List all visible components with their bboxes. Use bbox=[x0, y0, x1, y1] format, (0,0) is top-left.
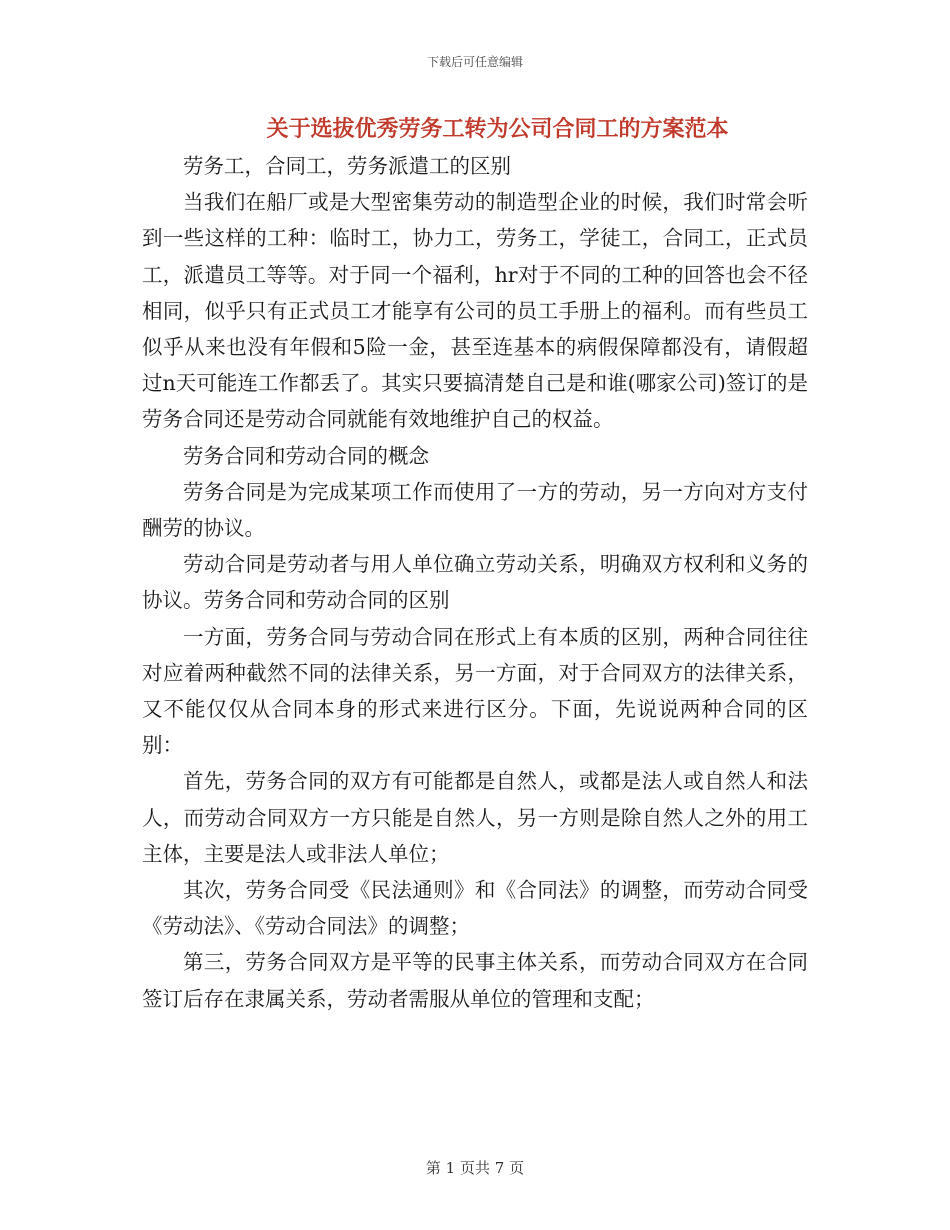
paragraph-9: 第三，劳务合同双方是平等的民事主体关系，而劳动合同双方在合同签订后存在隶属关系，劳动者需服从单位的管理和支配； bbox=[142, 950, 808, 1011]
document-body bbox=[142, 148, 808, 1017]
document-title: 关于选拔优秀劳务工转为公司合同工的方案范本 bbox=[266, 116, 729, 142]
paragraph-7: 首先，劳务合同的双方有可能都是自然人，或都是法人或自然人和法人，而劳动合同双方一方只能是自然人，另一方则是除自然人之外的用工主体，主要是法人或非法人单位； bbox=[142, 769, 808, 866]
paragraph-1: 劳务工，合同工，劳务派遣工的区别 bbox=[183, 154, 511, 178]
page-header-note: 下载后可任意编辑 bbox=[426, 55, 523, 69]
paragraph-5: 劳动合同是劳动者与用人单位确立劳动关系，明确双方权利和义务的协议。劳务合同和劳动合同的区别 bbox=[142, 552, 808, 613]
paragraph-6: 一方面，劳务合同与劳动合同在形式上有本质的区别，两种合同往往对应着两种截然不同的法律关系，另一方面，对于合同双方的法律关系，又不能仅仅从合同本身的形式来进行区分。下面，先说说两种合同的区别： bbox=[142, 624, 808, 758]
paragraph-4: 劳务合同是为完成某项工作而使用了一方的劳动，另一方向对方支付酬劳的协议。 bbox=[142, 479, 808, 541]
paragraph-2: 当我们在船厂或是大型密集劳动的制造型企业的时候，我们时常会听到一些这样的工种：临时工，协力工，劳务工，学徒工，合同工，正式员工，派遣员工等等。对于同一个福利，hr对于不同的工种的回答也会不径相同，似乎只有正式员工才能享有公司的员工手册上的福利。而有些员工似乎从来也没有年假和5险一金，甚至连基本的病假保障都没有，请假超过n天可能连工作都丢了。其实只要搞清楚自己是和谁(哪家公司)签订的是劳务合同还是劳动合同就能有效地维护自己的权益。 bbox=[142, 190, 808, 432]
page-number: 第 1 页共 7 页 bbox=[425, 1159, 525, 1177]
paragraph-3: 劳务合同和劳动合同的概念 bbox=[183, 443, 429, 468]
paragraph-8: 其次，劳务合同受《民法通则》和《合同法》的调整，而劳动合同受《劳动法》、《劳动合同法》的调整； bbox=[142, 878, 808, 939]
